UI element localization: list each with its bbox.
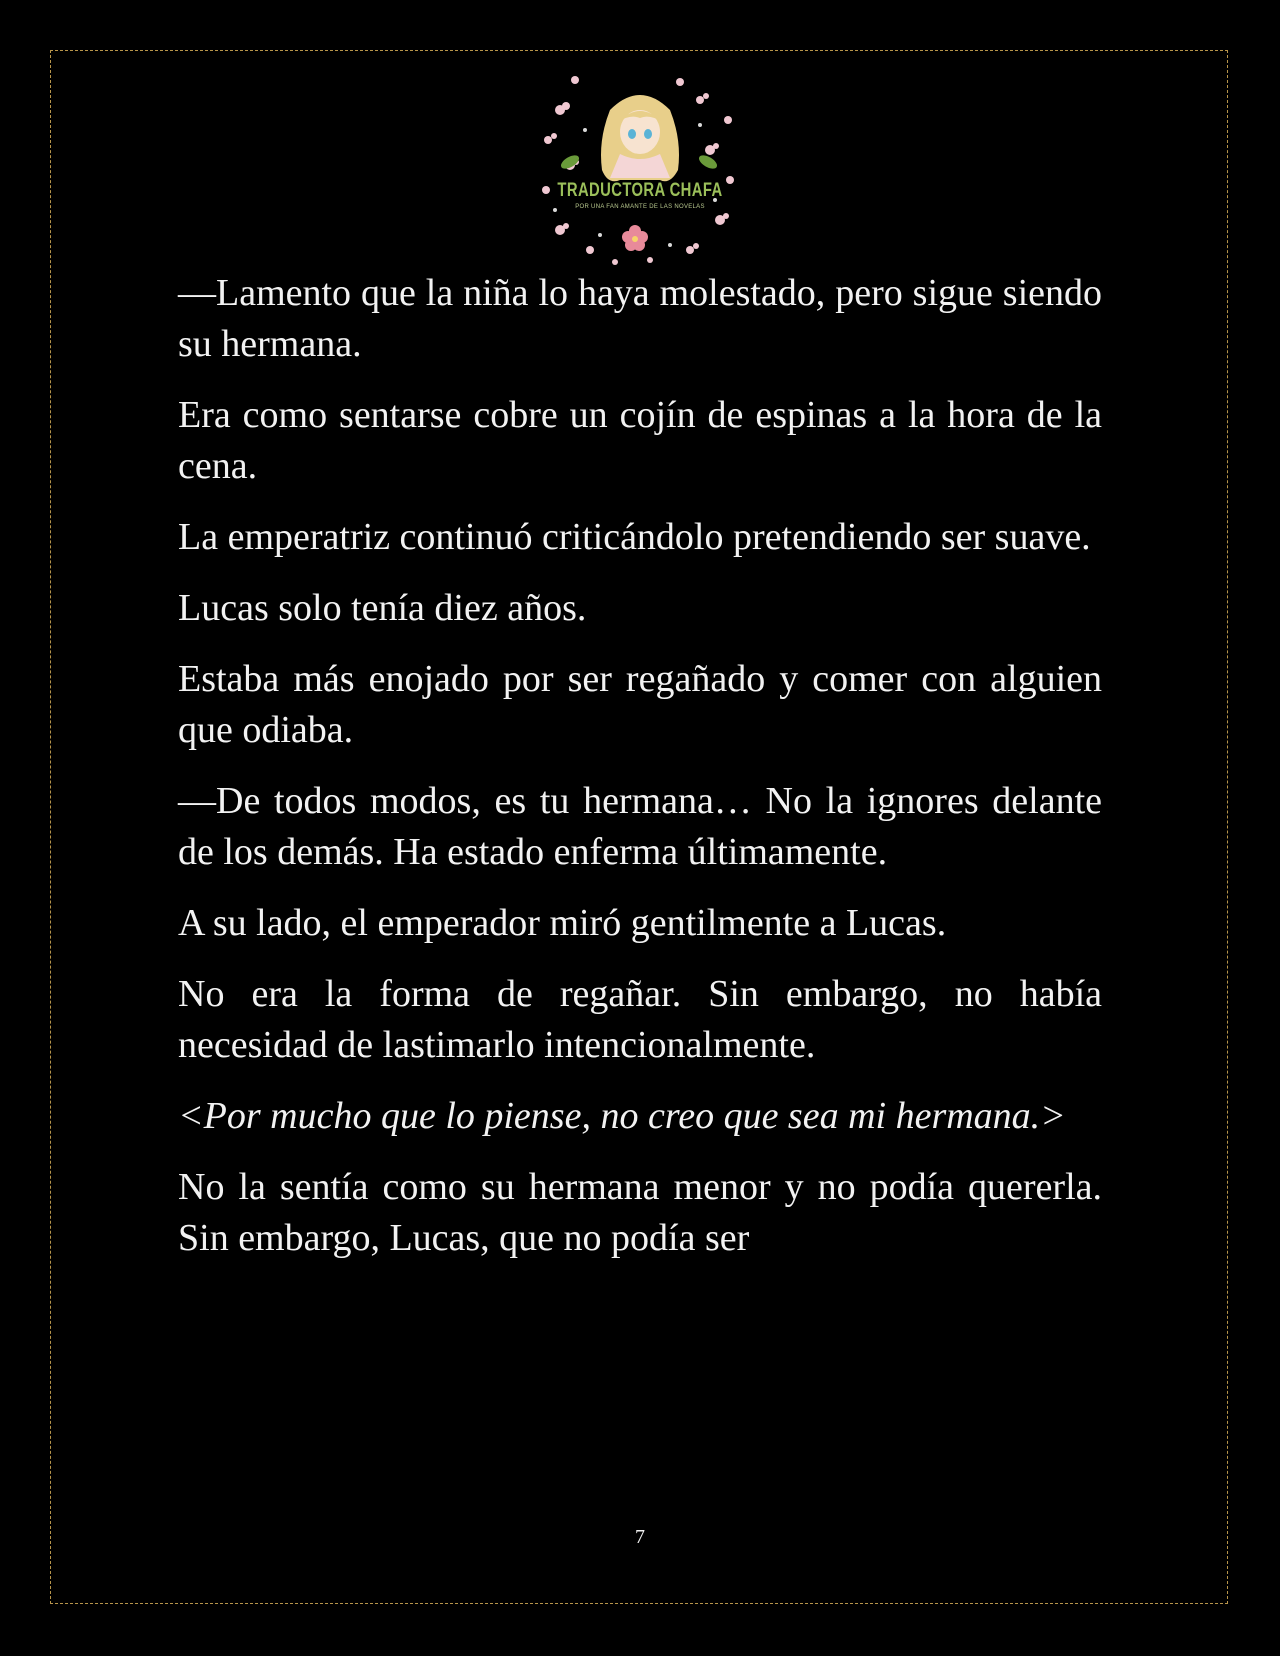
page-number: 7 <box>635 1526 645 1548</box>
logo <box>530 70 750 270</box>
story-text <box>178 268 1102 1284</box>
paragraph: Estaba más enojado por ser regañado y comer con alguien que odiaba. <box>178 658 1102 751</box>
paragraph: Era como sentarse cobre un cojín de espinas a la hora de la cena. <box>178 394 1102 487</box>
paragraph: No era la forma de regañar. Sin embargo, no había necesidad de lastimarlo intencionalmente. <box>178 973 1102 1066</box>
paragraph: Lucas solo tenía diez años. <box>178 587 587 629</box>
paragraph-thought: <Por mucho que lo piense, no creo que sea mi hermana.> <box>178 1095 1066 1137</box>
paragraph: —Lamento que la niña lo haya molestado, pero sigue siendo su hermana. <box>178 272 1102 365</box>
logo-subtitle: POR UNA FAN AMANTE DE LAS NOVELAS <box>575 204 705 210</box>
paragraph: A su lado, el emperador miró gentilmente a Lucas. <box>178 902 947 944</box>
paragraph: La emperatriz continuó criticándolo pretendiendo ser suave. <box>178 516 1091 558</box>
logo-title: TRADUCTORA CHAFA <box>557 180 723 201</box>
paragraph: No la sentía como su hermana menor y no podía quererla. Sin embargo, Lucas, que no podía ser <box>178 1166 1102 1259</box>
paragraph: —De todos modos, es tu hermana… No la ignores delante de los demás. Ha estado enferma últimamente. <box>178 780 1102 873</box>
anime-girl-flowers-icon <box>530 70 750 270</box>
